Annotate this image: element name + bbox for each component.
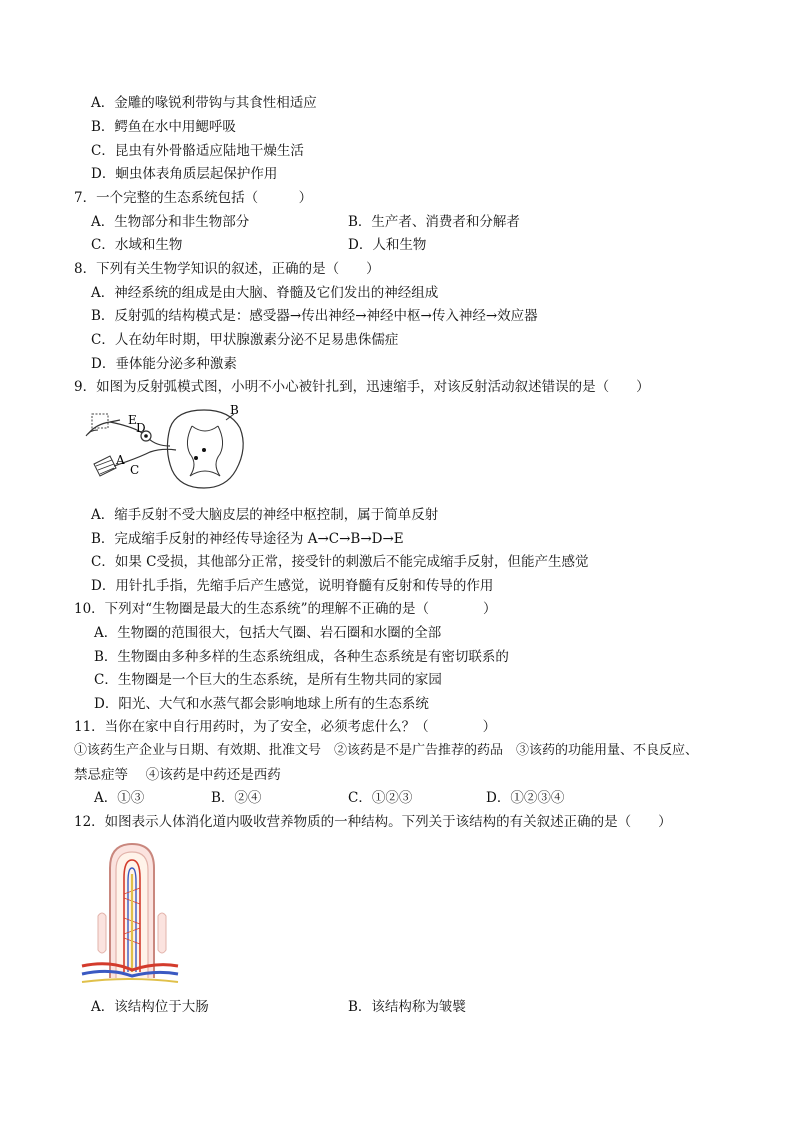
q11-option-c: C．①②③: [348, 790, 413, 806]
figure-label-c: C: [130, 463, 140, 477]
q7-option-b: B．生产者、消费者和分解者: [348, 214, 520, 230]
q6-option-a: A．金雕的喙锐利带钩与其食性相适应: [91, 95, 317, 111]
q8-option-c: C．人在幼年时期，甲状腺激素分泌不足易患侏儒症: [91, 332, 399, 348]
q10-option-d: D．阳光、大气和水蒸气都会影响地球上所有的生态系统: [94, 696, 429, 712]
q11-statements-line1: ①该药生产企业与日期、有效期、批准文号 ②该药是不是广告推荐的药品 ③该药的功能用量、不良反应、: [74, 743, 699, 758]
villus-figure: [80, 838, 180, 984]
q9-stem: 9．如图为反射弧模式图，小明不小心被针扎到，迅速缩手，对该反射活动叙述错误的是（ ）: [74, 379, 650, 395]
q10-option-c: C．生物圈是一个巨大的生态系统，是所有生物共同的家园: [94, 672, 442, 688]
q12-option-a: A．该结构位于大肠: [91, 999, 209, 1015]
q11-statements-line2: 禁忌症等 ④该药是中药还是西药: [74, 767, 281, 783]
q8-option-d: D．垂体能分泌多种激素: [91, 356, 237, 372]
q10-stem: 10．下列对“生物圈是最大的生态系统”的理解不正确的是（ ）: [74, 601, 497, 617]
figure-label-a: A: [116, 453, 125, 467]
q10-option-a: A．生物圈的范围很大，包括大气圈、岩石圈和水圈的全部: [94, 625, 442, 641]
q9-option-c: C．如果 C受损，其他部分正常，接受针的刺激后不能完成缩手反射，但能产生感觉: [91, 554, 589, 570]
q6-option-b: B．鳄鱼在水中用鳃呼吸: [91, 119, 236, 135]
q7-option-c: C．水域和生物: [91, 237, 183, 253]
q9-option-d: D．用针扎手指，先缩手后产生感觉，说明脊髓有反射和传导的作用: [91, 578, 494, 594]
reflex-arc-figure: [80, 402, 260, 498]
figure-label-b: B: [230, 403, 239, 417]
q7-option-d: D．人和生物: [348, 237, 427, 253]
q11-option-a: A．①③: [94, 790, 145, 806]
q9-option-b: B．完成缩手反射的神经传导途径为 A→C→B→D→E: [91, 531, 404, 547]
q6-option-d: D．蛔虫体表角质层起保护作用: [91, 166, 278, 182]
figure-label-e: E: [128, 413, 137, 427]
q11-stem: 11．当你在家中自行用药时，为了安全，必须考虑什么？（ ）: [74, 719, 497, 735]
q7-stem: 7．一个完整的生态系统包括（ ）: [74, 190, 313, 206]
q8-stem: 8．下列有关生物学知识的叙述，正确的是（ ）: [74, 261, 380, 277]
q11-option-d: D．①②③④: [486, 790, 565, 806]
q8-option-b: B．反射弧的结构模式是：感受器→传出神经→神经中枢→传入神经→效应器: [91, 308, 538, 324]
q6-option-c: C．昆虫有外骨骼适应陆地干燥生活: [91, 143, 304, 159]
q7-option-a: A．生物部分和非生物部分: [91, 214, 250, 230]
q8-option-a: A．神经系统的组成是由大脑、脊髓及它们发出的神经组成: [91, 285, 439, 301]
q12-option-b: B．该结构称为皱襞: [348, 999, 466, 1015]
q9-option-a: A．缩手反射不受大脑皮层的神经中枢控制，属于简单反射: [91, 507, 439, 523]
q12-stem: 12．如图表示人体消化道内吸收营养物质的一种结构。下列关于该结构的有关叙述正确的是（ ）: [74, 814, 672, 830]
figure-label-d: D: [136, 421, 146, 435]
q10-option-b: B．生物圈由多种多样的生态系统组成，各种生态系统是有密切联系的: [94, 649, 509, 665]
q11-option-b: B．②④: [211, 790, 262, 806]
